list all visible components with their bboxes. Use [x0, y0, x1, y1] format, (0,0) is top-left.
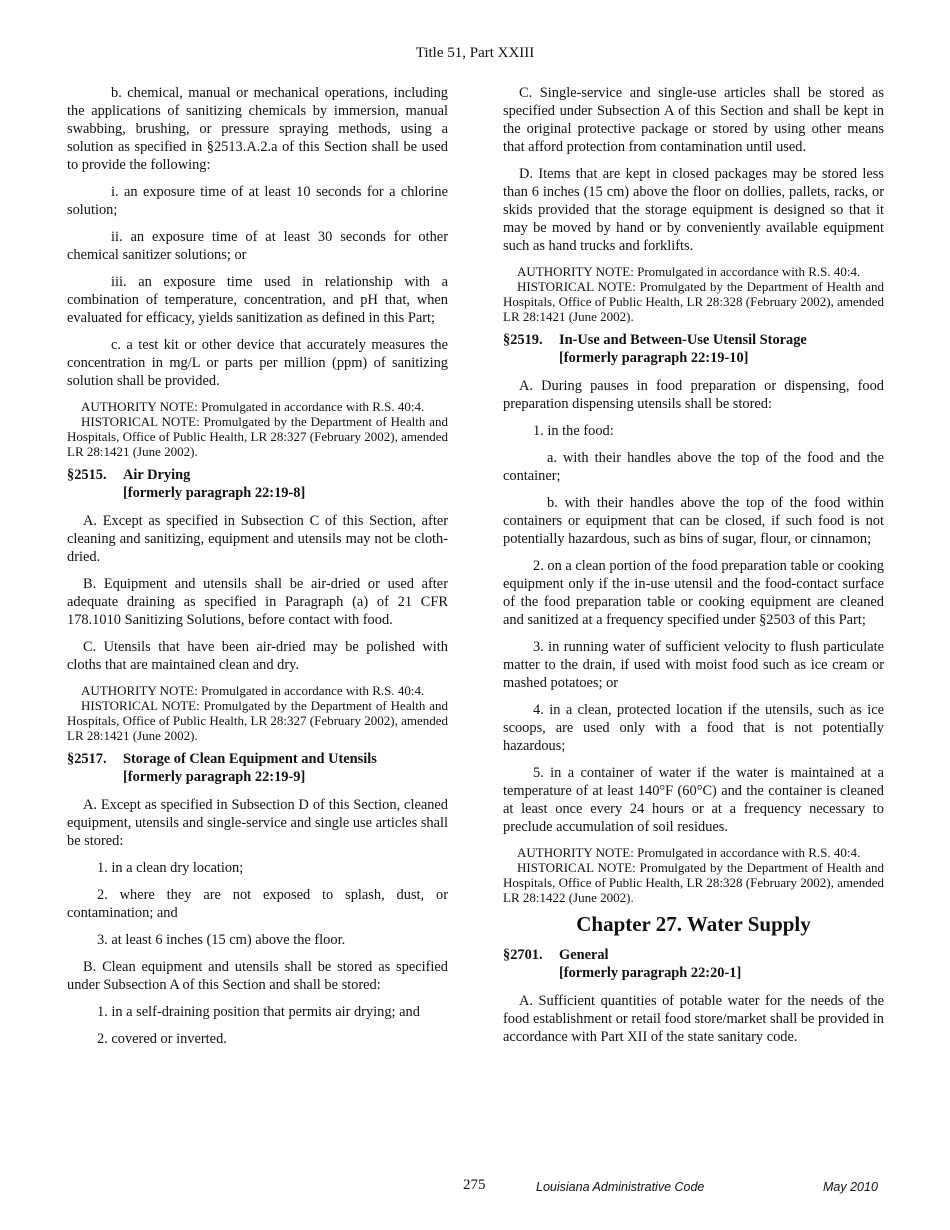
section-number: §2519.	[503, 332, 543, 348]
historical-note: HISTORICAL NOTE: Promulgated by the Department of Health and Hospitals, Office of Public Health, LR 28:328 (February 2002), amended LR 28:1421 (June 2002).	[503, 279, 885, 324]
paragraph: i. an exposure time of at least 10 seconds for a chlorine solution;	[67, 184, 448, 218]
historical-note: HISTORICAL NOTE: Promulgated by the Department of Health and Hospitals, Office of Public Health, LR 28:327 (February 2002), amended LR 28:1421 (June 2002).	[67, 698, 449, 743]
paragraph: 2. where they are not exposed to splash, dust, or contamination; and	[67, 887, 448, 921]
authority-note: AUTHORITY NOTE: Promulgated in accordance with R.S. 40:4.	[517, 845, 861, 860]
paragraph: b. with their handles above the top of the food within containers or equipment that can be closed, if such food is not potentially hazardous, such as bins of sugar, flour, or cinnamon;	[503, 495, 884, 547]
paragraph: 4. in a clean, protected location if the utensils, such as ice scoops, are used only with a food that is not potentially hazardous;	[503, 702, 884, 754]
section-number: §2515.	[67, 467, 107, 483]
paragraph: 5. in a container of water if the water is maintained at a temperature of at least 140°F (60°C) and the container is cleaned at least once every 24 hours or at a frequency necessary to preclude accumulation of soil residues.	[503, 765, 884, 835]
paragraph: ii. an exposure time of at least 30 seconds for other chemical sanitizer solutions; or	[67, 229, 448, 263]
section-title: Storage of Clean Equipment and Utensils	[123, 751, 377, 767]
paragraph: 2. covered or inverted.	[97, 1031, 227, 1047]
section-heading-2519	[503, 331, 884, 367]
section-heading-2701	[503, 946, 884, 982]
authority-note: AUTHORITY NOTE: Promulgated in accordance with R.S. 40:4.	[81, 399, 425, 414]
publication-date: May 2010	[823, 1180, 878, 1194]
paragraph: A. Except as specified in Subsection C of this Section, after cleaning and sanitizing, equipment and utensils may not be cloth-dried.	[67, 513, 448, 565]
running-header: Title 51, Part XXIII	[415, 45, 535, 61]
paragraph: D. Items that are kept in closed packages may be stored less than 6 inches (15 cm) above the floor on dollies, pallets, racks, or skids provided that the storage equipment is designed so that it may be moved by hand or by conveniently available equipment such as hand trucks and forklifts.	[503, 166, 884, 254]
paragraph: 1. in the food:	[533, 423, 614, 439]
historical-note: HISTORICAL NOTE: Promulgated by the Department of Health and Hospitals, Office of Public Health, LR 28:327 (February 2002), amended LR 28:1421 (June 2002).	[67, 414, 449, 459]
paragraph: a. with their handles above the top of the food and the container;	[503, 450, 884, 484]
section-number: §2517.	[67, 751, 107, 767]
paragraph: B. Clean equipment and utensils shall be stored as specified under Subsection A of this Section and shall be stored:	[67, 959, 448, 993]
section-subtitle: [formerly paragraph 22:20-1]	[559, 965, 742, 981]
paragraph: b. chemical, manual or mechanical operations, including the applications of sanitizing chemicals by immersion, manual swabbing, brushing, or pressure spraying methods, using a solution as specified in §2513.A.2.a of this Section shall be used to provide the following:	[67, 85, 448, 173]
paragraph: B. Equipment and utensils shall be air-dried or used after adequate draining as specified in Paragraph (a) of 21 CFR 178.1010 Sanitizing Solutions, before contact with food.	[67, 576, 448, 628]
section-number: §2701.	[503, 947, 543, 963]
paragraph: A. During pauses in food preparation or dispensing, food preparation dispensing utensils shall be stored:	[503, 378, 884, 412]
authority-note: AUTHORITY NOTE: Promulgated in accordance with R.S. 40:4.	[517, 264, 861, 279]
section-subtitle: [formerly paragraph 22:19-9]	[123, 769, 306, 785]
section-heading-2515	[67, 466, 448, 502]
page-footer	[0, 1177, 950, 1197]
paragraph: 3. at least 6 inches (15 cm) above the floor.	[97, 932, 346, 948]
right-column	[503, 84, 884, 1055]
section-subtitle: [formerly paragraph 22:19-8]	[123, 485, 306, 501]
paragraph: 2. on a clean portion of the food preparation table or cooking equipment only if the in-use utensil and the food-contact surface of the food preparation table or cooking equipment are cleaned and sanitized at a frequency specified under §2503 of this Part;	[503, 558, 884, 628]
chapter-heading: Chapter 27. Water Supply	[576, 912, 811, 936]
paragraph: 1. in a clean dry location;	[97, 860, 244, 876]
section-title: In-Use and Between-Use Utensil Storage	[559, 332, 807, 348]
paragraph: C. Utensils that have been air-dried may be polished with cloths that are maintained clean and dry.	[67, 639, 448, 673]
paragraph: 1. in a self-draining position that permits air drying; and	[97, 1004, 420, 1020]
section-title: General	[559, 947, 609, 963]
authority-note: AUTHORITY NOTE: Promulgated in accordance with R.S. 40:4.	[81, 683, 425, 698]
paragraph: c. a test kit or other device that accurately measures the concentration in mg/L or parts per million (ppm) of sanitizing solution shall be provided.	[67, 337, 448, 389]
section-subtitle: [formerly paragraph 22:19-10]	[559, 350, 749, 366]
paragraph: iii. an exposure time used in relationship with a combination of temperature, concentration, and pH that, when evaluated for efficacy, yields sanitization as defined in this Part;	[67, 274, 448, 326]
historical-note: HISTORICAL NOTE: Promulgated by the Department of Health and Hospitals, Office of Public Health, LR 28:328 (February 2002), amended LR 28:1422 (June 2002).	[503, 860, 885, 905]
section-heading-2517	[67, 750, 448, 786]
paragraph: A. Except as specified in Subsection D of this Section, cleaned equipment, utensils and single-service and single use articles shall be stored:	[67, 797, 448, 849]
section-title: Air Drying	[123, 467, 191, 483]
paragraph: C. Single-service and single-use articles shall be stored as specified under Subsection A of this Section and shall be kept in the original protective package or stored by using other means that afford protection from contamination until used.	[503, 85, 884, 155]
paragraph: 3. in running water of sufficient velocity to flush particulate matter to the drain, if used with moist food such as ice cream or mashed potatoes; or	[503, 639, 884, 691]
publication-name: Louisiana Administrative Code	[536, 1180, 705, 1194]
paragraph: A. Sufficient quantities of potable water for the needs of the food establishment or retail food store/market shall be provided in accordance with Part XII of the state sanitary code.	[503, 993, 884, 1045]
left-column	[67, 84, 448, 1057]
page-number: 275	[463, 1177, 486, 1193]
